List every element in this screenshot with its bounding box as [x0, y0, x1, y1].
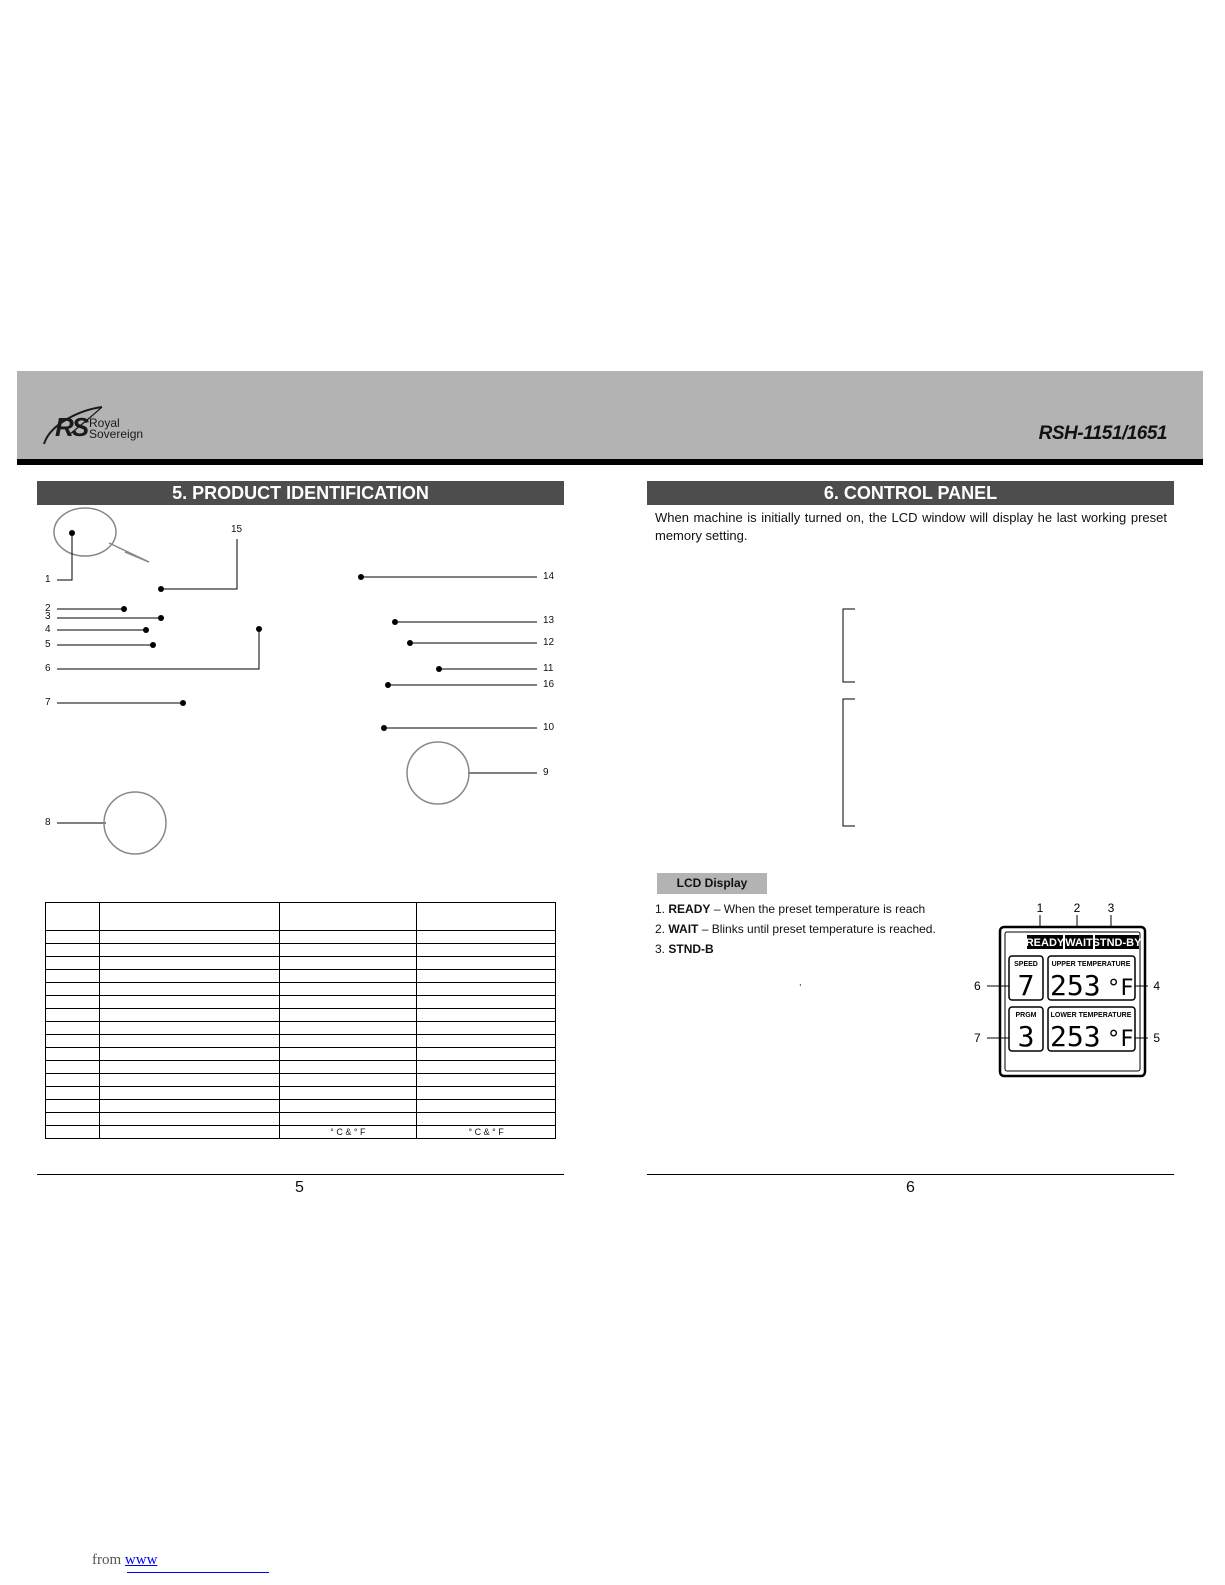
page-number-right: 6: [906, 1179, 915, 1196]
lower-temp-unit: °F: [1107, 1027, 1134, 1052]
logo-initials: RS: [55, 412, 88, 442]
source-footer: from www: [92, 1552, 158, 1568]
table-row: [46, 1009, 556, 1022]
callout-5: 5: [45, 639, 51, 650]
lcd-panel: [970, 900, 1170, 1080]
table-row: [46, 996, 556, 1009]
unit-cell: ° C & ° F: [279, 1126, 417, 1139]
logo-word-royal: Royal: [89, 416, 120, 430]
detail-bubble: [54, 508, 116, 556]
source-link-underline: [127, 1572, 269, 1573]
callout-15: 15: [231, 524, 243, 535]
callout-12: 12: [543, 637, 555, 648]
specifications-table: [45, 902, 556, 1139]
table-header-row: [46, 903, 556, 931]
callout-8: 8: [45, 817, 51, 828]
lcd-callout-3: 3: [1107, 901, 1115, 915]
table-row: [46, 1087, 556, 1100]
detail-circle-9: [407, 742, 469, 804]
lower-temp-value: 253: [1050, 1020, 1101, 1053]
legend-item-standby: 3. STND-B: [655, 942, 714, 956]
brackets: [840, 607, 860, 829]
callout-13: 13: [543, 615, 555, 626]
page-number-left: 5: [295, 1179, 304, 1196]
leader-line-6: [57, 629, 259, 669]
table-row: [46, 1061, 556, 1074]
table-row: [46, 957, 556, 970]
lcd-callout-5: 5: [1153, 1031, 1160, 1045]
table-row: [46, 1022, 556, 1035]
product-diagram: [37, 505, 564, 865]
speed-label: SPEED: [1014, 961, 1038, 968]
stray-mark: ,: [799, 977, 802, 987]
speed-value: 7: [1017, 969, 1035, 1002]
callout-4: 4: [45, 624, 51, 635]
section-title-product-identification: 5. PRODUCT IDENTIFICATION: [37, 481, 564, 505]
lower-temp-label: LOWER TEMPERATURE: [1050, 1012, 1132, 1019]
table-row: [46, 970, 556, 983]
royal-sovereign-logo: [40, 404, 170, 452]
table-row: [46, 983, 556, 996]
header-rule: [17, 459, 1203, 465]
lcd-callout-2: 2: [1073, 901, 1081, 915]
logo-word-sovereign: Sovereign: [89, 427, 144, 441]
table-row: [46, 1035, 556, 1048]
footer-rule-right: [647, 1174, 1174, 1175]
status-wait: WAIT: [1065, 937, 1093, 949]
table-row: [46, 1100, 556, 1113]
model-number: RSH-1151/1651: [1038, 423, 1167, 444]
table-row: [46, 1048, 556, 1061]
callout-9: 9: [543, 767, 549, 778]
table-row: [46, 931, 556, 944]
callout-7: 7: [45, 697, 51, 708]
table-row: [46, 1113, 556, 1126]
upper-temp-unit: °F: [1107, 976, 1134, 1001]
prgm-label: PRGM: [1015, 1012, 1037, 1019]
callout-14: 14: [543, 571, 555, 582]
legend-item-ready: 1. READY – When the preset temperature is reach: [655, 902, 926, 916]
intro-paragraph: When machine is initially turned on, the LCD window will display he last working preset memory setting.: [655, 510, 1167, 543]
upper-temp-label: UPPER TEMPERATURE: [1051, 961, 1131, 968]
section-title-control-panel: 6. CONTROL PANEL: [647, 481, 1174, 505]
lcd-display-tag: LCD Display: [657, 873, 767, 894]
callout-6: 6: [45, 663, 51, 674]
callout-10: 10: [543, 722, 555, 733]
table-row: [46, 1074, 556, 1087]
detail-circle-8: [104, 792, 166, 854]
status-ready: READY: [1025, 937, 1065, 949]
footer-rule-left: [37, 1174, 564, 1175]
lcd-callout-7: 7: [974, 1031, 981, 1045]
leader-line-1: [57, 533, 72, 580]
lcd-callout-4: 4: [1153, 979, 1160, 993]
prgm-value: 3: [1017, 1020, 1035, 1053]
callout-11: 11: [543, 663, 554, 674]
legend-item-wait: 2. WAIT – Blinks until preset temperature is reached.: [655, 922, 936, 936]
callout-2: 2: [45, 603, 51, 614]
callout-3: 3: [45, 611, 51, 622]
table-row: [46, 1126, 556, 1139]
source-link[interactable]: www: [124, 1552, 158, 1568]
header-band: [17, 371, 1203, 459]
lcd-callout-6: 6: [974, 979, 981, 993]
callout-16: 16: [543, 679, 555, 690]
table-row: [46, 944, 556, 957]
status-standby: STND-BY: [1092, 937, 1142, 949]
lcd-callout-1: 1: [1036, 901, 1044, 915]
callout-1: 1: [45, 574, 51, 585]
upper-temp-value: 253: [1050, 969, 1101, 1002]
unit-cell: ° C & ° F: [417, 1126, 556, 1139]
leader-line-15: [161, 539, 237, 589]
